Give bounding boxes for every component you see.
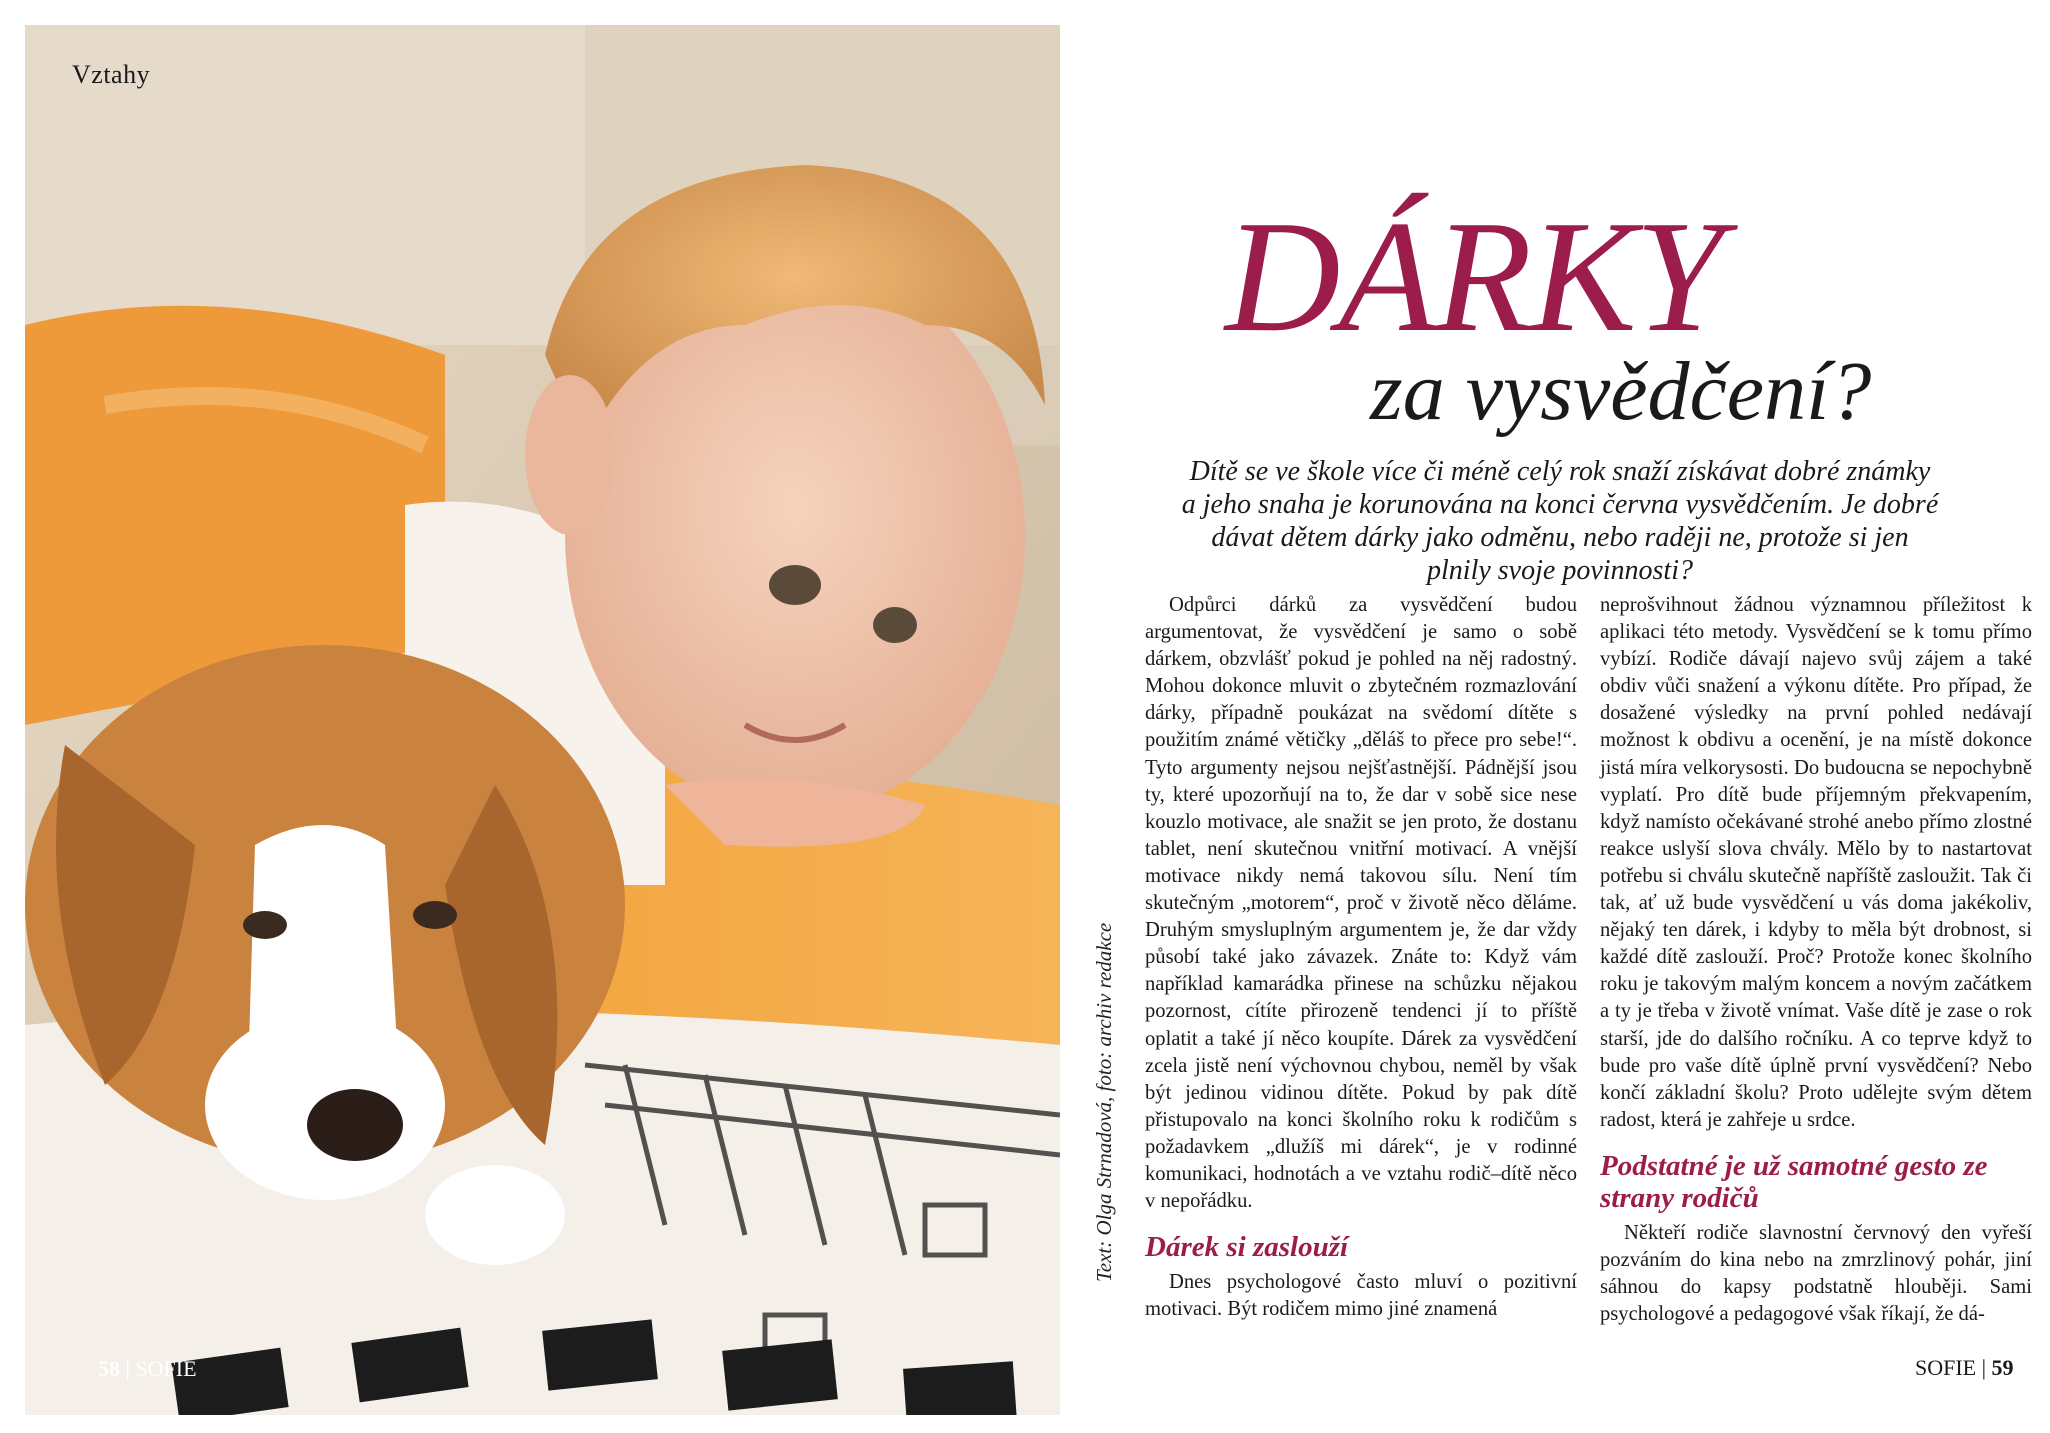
text-column-1 (1145, 592, 1577, 1323)
right-page-number: 59 (1991, 1355, 2014, 1380)
section-label: Vztahy (72, 60, 151, 89)
left-folio (98, 1356, 197, 1382)
folio-separator-right: | (1981, 1355, 1987, 1380)
article-subtitle: za vysvědčení? (1370, 345, 1872, 438)
paragraph: neprošvihnout žádnou významnou příležitost k aplikaci této metody. Vysvědčení se k tomu přímo vybízí. Rodiče dávají najevo svůj zájem a také obdiv vůči snažení a výkonu dítěte. Pro případ, že dosažené výsledky na první pohled nedávají možnost k obdivu a ocenění, je na místě dokonce jistá míra velkorysosti. Do budoucna se nepochybně vyplatí. Pro dítě bude příjemným překvapením, když namísto očekávané strohé anebo přímo zlostné reakce uslyší slova chvály. Mělo by to nastartovat potřebu si chválu skutečně napříště zasloužit. Tak či tak, ať už bude vysvědčení u vás doma jakékoliv, nějaký ten dárek, i kdyby to měla být drobnost, si každé dítě zaslouží. Proč? Protože konec školního roku je takovým malým koncem a novým začátkem a ty je třeba v životě vnímat. Vaše dítě je zase o rok starší, jde do dalšího ročníku. A co teprve když to bude pro vaše dítě úplně první vysvědčení? Nebo končí základní školu? Proto udělejte svým dětem radost, která je zahřeje u srdce. (1600, 594, 2032, 1131)
folio-separator-left: | (125, 1356, 130, 1381)
right-folio (1915, 1355, 2014, 1381)
paragraph: Odpůrci dárků za vysvědčení budou argumentovat, že vysvědčení je samo o sobě dárkem, obzvlášť pokud je pohled na něj radostný. Mohou dokonce mluvit o zbytečném rozmazlování dárky, případně poukázat na svědomí dítěte s použitím známé větičky „děláš to přece pro sebe!“. Tyto argumenty nejsou nejšťastnější. Pádnější jsou ty, které upozorňují na to, že dar v sobě sice nese kouzlo motivace, ale snažit se jen proto, že dostanu tablet, není skutečnou vnitřní motivací. A vnější motivace nikdy nemá takovou sílu. Není tím skutečným „motorem“, proč v životě něco děláme. Druhým smysluplným argumentem je, že dar vždy působí také jako závazek. Znáte to: Když vám například kamarádka přinese na schůzku nějakou pozornost, cítíte přirozeně tendenci jí to příště oplatit a také jí něco koupíte. Dárek za vysvědčení zcela jistě není výchovnou chybou, neměl by však být jedinou vidinou dítěte. Pokud by pak dítě přistupovalo na konci školního roku k rodičům s požadavkem „dlužíš mi dárek“, je v rodinné komunikaci, hodnotách a ve vztahu rodič–dítě něco v nepořádku. (1145, 594, 1577, 1213)
photo-credit: Text: Olga Strnadová, foto: archiv redakce (1092, 922, 1116, 1282)
subheading: Podstatné je už samotné gesto ze strany rodičů (1600, 1149, 1988, 1214)
left-magazine-name: SOFIE (135, 1356, 197, 1381)
article-title: DÁRKY (1225, 187, 1722, 365)
right-magazine-name: SOFIE (1915, 1355, 1977, 1380)
text-column-2 (1600, 592, 2032, 1328)
paragraph: Někteří rodiče slavnostní červnový den vyřeší pozváním do kina nebo na zmrzlinový pohár, jiní sáhnou do kapsy podstatně hlouběji. Sami psychologové a pedagogové však říkají, že dá- (1600, 1221, 2032, 1326)
left-page-number: 58 (98, 1356, 120, 1381)
subheading: Dárek si zaslouží (1145, 1231, 1349, 1264)
paragraph: Dnes psychologové často mluví o pozitivní motivaci. Být rodičem mimo jiné znamená (1145, 1271, 1577, 1321)
article-lead: Dítě se ve škole více či méně celý rok snaží získávat dobré známky a jeho snaha je korunována na konci června vysvědčením. Je dobré dávat dětem dárky jako odměnu, nebo raději ne, protože si jen plnily svoje povinnosti? (1181, 456, 1939, 586)
article-photo (25, 25, 1060, 1415)
